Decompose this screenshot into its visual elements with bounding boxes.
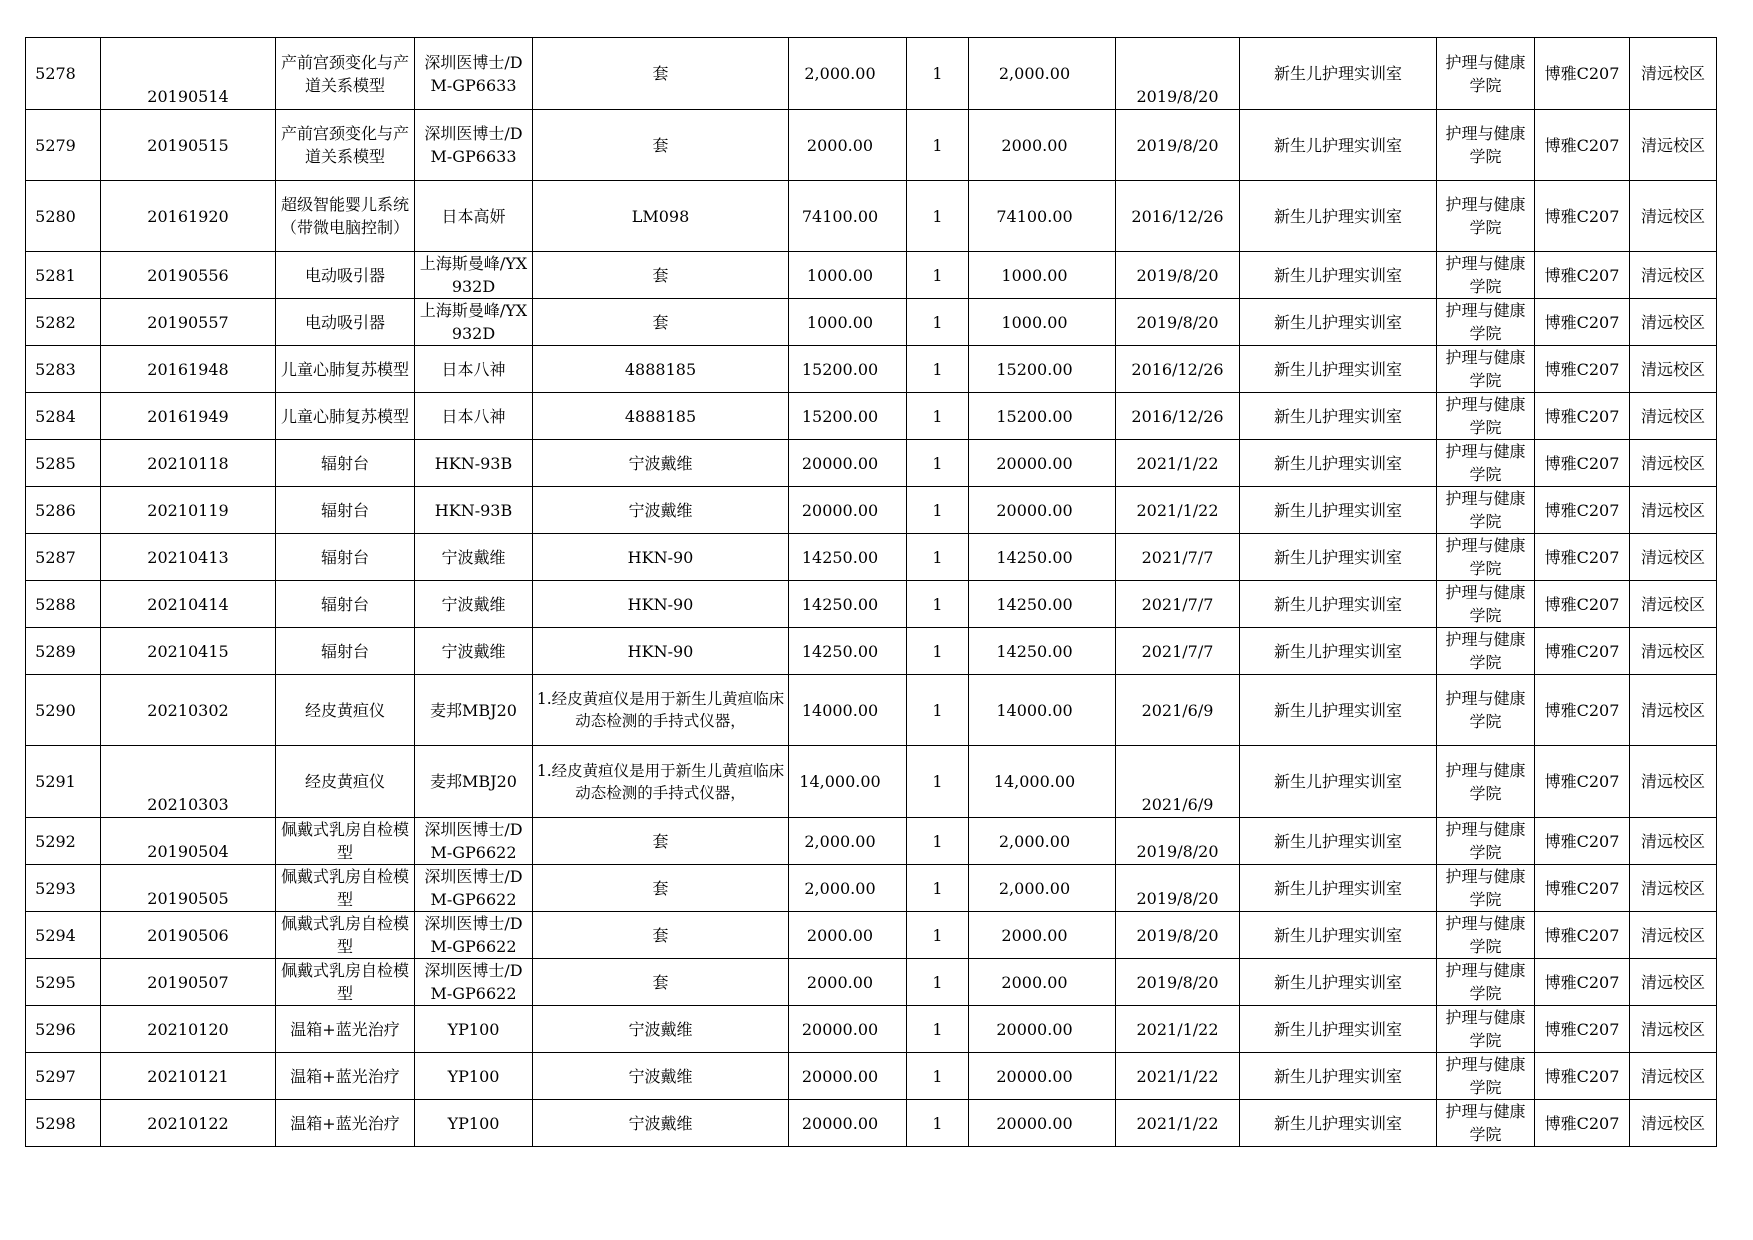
cell-purchase-date: 2021/1/22 [1116, 1053, 1240, 1100]
inventory-table [25, 37, 1717, 1147]
cell-brand-model: YP100 [415, 1100, 533, 1147]
cell-lab-room: 新生儿护理实训室 [1240, 912, 1437, 959]
cell-equipment-name: 经皮黄疸仪 [276, 675, 415, 746]
cell-lab-room: 新生儿护理实训室 [1240, 110, 1437, 181]
cell-unit-price: 2,000.00 [789, 818, 907, 865]
table-row [26, 38, 1717, 110]
cell-brand-model: 深圳医博士/DM-GP6622 [415, 865, 533, 912]
cell-total-amount: 20000.00 [969, 487, 1116, 534]
cell-campus: 清远校区 [1630, 1100, 1717, 1147]
cell-asset-id: 20210122 [101, 1100, 276, 1147]
cell-total-amount: 2000.00 [969, 110, 1116, 181]
table-row [26, 299, 1717, 346]
cell-total-amount: 14000.00 [969, 675, 1116, 746]
cell-seq-no: 5298 [26, 1100, 101, 1147]
cell-unit-price: 20000.00 [789, 487, 907, 534]
cell-spec: HKN-90 [533, 581, 789, 628]
cell-asset-id: 20190557 [101, 299, 276, 346]
cell-location: 博雅C207 [1535, 393, 1630, 440]
cell-quantity: 1 [907, 818, 969, 865]
table-row [26, 487, 1717, 534]
cell-equipment-name: 经皮黄疸仪 [276, 746, 415, 818]
cell-spec: 1.经皮黄疸仪是用于新生儿黄疸临床动态检测的手持式仪器， [533, 746, 789, 818]
cell-department: 护理与健康学院 [1437, 912, 1535, 959]
cell-location: 博雅C207 [1535, 675, 1630, 746]
cell-purchase-date: 2021/1/22 [1116, 487, 1240, 534]
cell-campus: 清远校区 [1630, 252, 1717, 299]
cell-location: 博雅C207 [1535, 110, 1630, 181]
table-row [26, 675, 1717, 746]
cell-equipment-name: 电动吸引器 [276, 299, 415, 346]
cell-asset-id: 20210120 [101, 1006, 276, 1053]
cell-spec: 宁波戴维 [533, 1100, 789, 1147]
cell-asset-id: 20210415 [101, 628, 276, 675]
cell-asset-id: 20190556 [101, 252, 276, 299]
cell-purchase-date: 2021/6/9 [1116, 675, 1240, 746]
cell-brand-model: 日本八神 [415, 393, 533, 440]
cell-spec: 套 [533, 959, 789, 1006]
cell-campus: 清远校区 [1630, 346, 1717, 393]
table-row [26, 181, 1717, 252]
cell-department: 护理与健康学院 [1437, 393, 1535, 440]
cell-campus: 清远校区 [1630, 38, 1717, 110]
cell-lab-room: 新生儿护理实训室 [1240, 440, 1437, 487]
cell-unit-price: 2000.00 [789, 959, 907, 1006]
cell-brand-model: 上海斯曼峰/YX932D [415, 252, 533, 299]
cell-seq-no: 5278 [26, 38, 101, 110]
cell-quantity: 1 [907, 1100, 969, 1147]
cell-spec: 4888185 [533, 393, 789, 440]
cell-equipment-name: 产前宫颈变化与产道关系模型 [276, 110, 415, 181]
cell-brand-model: 深圳医博士/DM-GP6622 [415, 959, 533, 1006]
table-row [26, 959, 1717, 1006]
cell-lab-room: 新生儿护理实训室 [1240, 252, 1437, 299]
cell-quantity: 1 [907, 534, 969, 581]
cell-equipment-name: 儿童心肺复苏模型 [276, 346, 415, 393]
cell-spec: 套 [533, 299, 789, 346]
cell-campus: 清远校区 [1630, 1053, 1717, 1100]
cell-department: 护理与健康学院 [1437, 299, 1535, 346]
cell-department: 护理与健康学院 [1437, 487, 1535, 534]
cell-location: 博雅C207 [1535, 299, 1630, 346]
cell-asset-id: 20190514 [101, 38, 276, 110]
cell-brand-model: 宁波戴维 [415, 628, 533, 675]
cell-total-amount: 1000.00 [969, 252, 1116, 299]
cell-location: 博雅C207 [1535, 487, 1630, 534]
cell-seq-no: 5282 [26, 299, 101, 346]
cell-equipment-name: 产前宫颈变化与产道关系模型 [276, 38, 415, 110]
cell-equipment-name: 佩戴式乳房自检模型 [276, 959, 415, 1006]
cell-seq-no: 5293 [26, 865, 101, 912]
cell-department: 护理与健康学院 [1437, 1100, 1535, 1147]
table-row [26, 1100, 1717, 1147]
cell-equipment-name: 辐射台 [276, 534, 415, 581]
cell-seq-no: 5290 [26, 675, 101, 746]
cell-location: 博雅C207 [1535, 865, 1630, 912]
cell-total-amount: 20000.00 [969, 1053, 1116, 1100]
cell-quantity: 1 [907, 487, 969, 534]
cell-location: 博雅C207 [1535, 252, 1630, 299]
table-row [26, 818, 1717, 865]
cell-spec: 套 [533, 912, 789, 959]
cell-lab-room: 新生儿护理实训室 [1240, 534, 1437, 581]
cell-spec: 宁波戴维 [533, 487, 789, 534]
cell-quantity: 1 [907, 912, 969, 959]
cell-lab-room: 新生儿护理实训室 [1240, 818, 1437, 865]
cell-spec: 宁波戴维 [533, 1006, 789, 1053]
cell-brand-model: 麦邦MBJ20 [415, 746, 533, 818]
cell-purchase-date: 2016/12/26 [1116, 393, 1240, 440]
cell-brand-model: 深圳医博士/DM-GP6633 [415, 38, 533, 110]
cell-purchase-date: 2021/7/7 [1116, 534, 1240, 581]
cell-lab-room: 新生儿护理实训室 [1240, 1053, 1437, 1100]
cell-purchase-date: 2021/1/22 [1116, 440, 1240, 487]
cell-department: 护理与健康学院 [1437, 252, 1535, 299]
table-row [26, 746, 1717, 818]
cell-unit-price: 14,000.00 [789, 746, 907, 818]
cell-equipment-name: 辐射台 [276, 440, 415, 487]
cell-equipment-name: 佩戴式乳房自检模型 [276, 818, 415, 865]
cell-asset-id: 20190515 [101, 110, 276, 181]
cell-quantity: 1 [907, 38, 969, 110]
cell-quantity: 1 [907, 181, 969, 252]
cell-unit-price: 14250.00 [789, 581, 907, 628]
cell-lab-room: 新生儿护理实训室 [1240, 299, 1437, 346]
cell-location: 博雅C207 [1535, 181, 1630, 252]
cell-department: 护理与健康学院 [1437, 818, 1535, 865]
cell-campus: 清远校区 [1630, 581, 1717, 628]
cell-equipment-name: 温箱+蓝光治疗 [276, 1006, 415, 1053]
cell-department: 护理与健康学院 [1437, 1006, 1535, 1053]
cell-location: 博雅C207 [1535, 746, 1630, 818]
cell-spec: 4888185 [533, 346, 789, 393]
cell-purchase-date: 2019/8/20 [1116, 299, 1240, 346]
cell-lab-room: 新生儿护理实训室 [1240, 746, 1437, 818]
cell-seq-no: 5292 [26, 818, 101, 865]
cell-brand-model: 日本八神 [415, 346, 533, 393]
cell-campus: 清远校区 [1630, 299, 1717, 346]
cell-total-amount: 74100.00 [969, 181, 1116, 252]
cell-campus: 清远校区 [1630, 912, 1717, 959]
cell-purchase-date: 2019/8/20 [1116, 38, 1240, 110]
cell-asset-id: 20190507 [101, 959, 276, 1006]
cell-department: 护理与健康学院 [1437, 959, 1535, 1006]
cell-department: 护理与健康学院 [1437, 746, 1535, 818]
cell-total-amount: 1000.00 [969, 299, 1116, 346]
cell-campus: 清远校区 [1630, 181, 1717, 252]
cell-location: 博雅C207 [1535, 628, 1630, 675]
cell-campus: 清远校区 [1630, 534, 1717, 581]
cell-quantity: 1 [907, 959, 969, 1006]
cell-quantity: 1 [907, 581, 969, 628]
cell-purchase-date: 2016/12/26 [1116, 346, 1240, 393]
cell-quantity: 1 [907, 628, 969, 675]
cell-seq-no: 5284 [26, 393, 101, 440]
cell-lab-room: 新生儿护理实训室 [1240, 393, 1437, 440]
cell-unit-price: 2,000.00 [789, 865, 907, 912]
cell-department: 护理与健康学院 [1437, 346, 1535, 393]
cell-seq-no: 5294 [26, 912, 101, 959]
cell-department: 护理与健康学院 [1437, 181, 1535, 252]
cell-unit-price: 15200.00 [789, 393, 907, 440]
cell-campus: 清远校区 [1630, 487, 1717, 534]
cell-asset-id: 20190504 [101, 818, 276, 865]
cell-quantity: 1 [907, 440, 969, 487]
cell-spec: 宁波戴维 [533, 440, 789, 487]
cell-department: 护理与健康学院 [1437, 38, 1535, 110]
cell-asset-id: 20161920 [101, 181, 276, 252]
cell-lab-room: 新生儿护理实训室 [1240, 487, 1437, 534]
table-row [26, 346, 1717, 393]
cell-asset-id: 20161948 [101, 346, 276, 393]
cell-equipment-name: 温箱+蓝光治疗 [276, 1100, 415, 1147]
cell-seq-no: 5279 [26, 110, 101, 181]
table-row [26, 440, 1717, 487]
cell-department: 护理与健康学院 [1437, 1053, 1535, 1100]
table-row [26, 252, 1717, 299]
cell-department: 护理与健康学院 [1437, 581, 1535, 628]
cell-spec: HKN-90 [533, 534, 789, 581]
cell-asset-id: 20190506 [101, 912, 276, 959]
cell-campus: 清远校区 [1630, 393, 1717, 440]
cell-quantity: 1 [907, 393, 969, 440]
cell-seq-no: 5285 [26, 440, 101, 487]
cell-department: 护理与健康学院 [1437, 628, 1535, 675]
cell-lab-room: 新生儿护理实训室 [1240, 1006, 1437, 1053]
cell-total-amount: 2,000.00 [969, 818, 1116, 865]
cell-total-amount: 2000.00 [969, 959, 1116, 1006]
cell-total-amount: 2,000.00 [969, 38, 1116, 110]
cell-campus: 清远校区 [1630, 1006, 1717, 1053]
cell-total-amount: 20000.00 [969, 1006, 1116, 1053]
cell-brand-model: 上海斯曼峰/YX932D [415, 299, 533, 346]
table-row [26, 912, 1717, 959]
cell-purchase-date: 2021/7/7 [1116, 628, 1240, 675]
cell-equipment-name: 辐射台 [276, 487, 415, 534]
cell-lab-room: 新生儿护理实训室 [1240, 959, 1437, 1006]
cell-unit-price: 20000.00 [789, 1100, 907, 1147]
cell-purchase-date: 2019/8/20 [1116, 110, 1240, 181]
cell-lab-room: 新生儿护理实训室 [1240, 1100, 1437, 1147]
cell-total-amount: 14,000.00 [969, 746, 1116, 818]
cell-lab-room: 新生儿护理实训室 [1240, 346, 1437, 393]
inventory-sheet [25, 37, 1717, 1147]
cell-quantity: 1 [907, 746, 969, 818]
cell-location: 博雅C207 [1535, 440, 1630, 487]
cell-campus: 清远校区 [1630, 110, 1717, 181]
cell-campus: 清远校区 [1630, 628, 1717, 675]
cell-spec: 1.经皮黄疸仪是用于新生儿黄疸临床动态检测的手持式仪器， [533, 675, 789, 746]
cell-equipment-name: 电动吸引器 [276, 252, 415, 299]
cell-unit-price: 1000.00 [789, 252, 907, 299]
cell-location: 博雅C207 [1535, 346, 1630, 393]
cell-lab-room: 新生儿护理实训室 [1240, 628, 1437, 675]
cell-seq-no: 5291 [26, 746, 101, 818]
cell-equipment-name: 温箱+蓝光治疗 [276, 1053, 415, 1100]
cell-brand-model: 深圳医博士/DM-GP6633 [415, 110, 533, 181]
table-row [26, 1006, 1717, 1053]
table-row [26, 110, 1717, 181]
cell-asset-id: 20210118 [101, 440, 276, 487]
cell-equipment-name: 超级智能婴儿系统（带微电脑控制） [276, 181, 415, 252]
cell-total-amount: 20000.00 [969, 1100, 1116, 1147]
cell-department: 护理与健康学院 [1437, 865, 1535, 912]
cell-location: 博雅C207 [1535, 38, 1630, 110]
cell-spec: 套 [533, 252, 789, 299]
cell-seq-no: 5286 [26, 487, 101, 534]
cell-purchase-date: 2019/8/20 [1116, 252, 1240, 299]
cell-department: 护理与健康学院 [1437, 534, 1535, 581]
cell-total-amount: 14250.00 [969, 581, 1116, 628]
cell-asset-id: 20210303 [101, 746, 276, 818]
inventory-table-body [26, 38, 1717, 1147]
cell-total-amount: 14250.00 [969, 534, 1116, 581]
cell-quantity: 1 [907, 675, 969, 746]
cell-unit-price: 14250.00 [789, 534, 907, 581]
cell-campus: 清远校区 [1630, 440, 1717, 487]
cell-seq-no: 5280 [26, 181, 101, 252]
cell-spec: 套 [533, 110, 789, 181]
cell-unit-price: 1000.00 [789, 299, 907, 346]
table-row [26, 865, 1717, 912]
cell-seq-no: 5281 [26, 252, 101, 299]
cell-equipment-name: 儿童心肺复苏模型 [276, 393, 415, 440]
cell-unit-price: 14250.00 [789, 628, 907, 675]
cell-seq-no: 5297 [26, 1053, 101, 1100]
cell-campus: 清远校区 [1630, 865, 1717, 912]
cell-brand-model: HKN-93B [415, 487, 533, 534]
cell-asset-id: 20190505 [101, 865, 276, 912]
cell-unit-price: 2,000.00 [789, 38, 907, 110]
cell-spec: LM098 [533, 181, 789, 252]
cell-equipment-name: 佩戴式乳房自检模型 [276, 865, 415, 912]
cell-department: 护理与健康学院 [1437, 440, 1535, 487]
table-row [26, 1053, 1717, 1100]
cell-total-amount: 20000.00 [969, 440, 1116, 487]
cell-brand-model: 日本高妍 [415, 181, 533, 252]
cell-quantity: 1 [907, 252, 969, 299]
cell-total-amount: 2,000.00 [969, 865, 1116, 912]
table-row [26, 534, 1717, 581]
cell-asset-id: 20210121 [101, 1053, 276, 1100]
cell-quantity: 1 [907, 346, 969, 393]
cell-purchase-date: 2021/1/22 [1116, 1006, 1240, 1053]
cell-seq-no: 5289 [26, 628, 101, 675]
cell-lab-room: 新生儿护理实训室 [1240, 181, 1437, 252]
cell-total-amount: 14250.00 [969, 628, 1116, 675]
cell-purchase-date: 2019/8/20 [1116, 865, 1240, 912]
cell-unit-price: 74100.00 [789, 181, 907, 252]
cell-quantity: 1 [907, 299, 969, 346]
cell-quantity: 1 [907, 1053, 969, 1100]
cell-department: 护理与健康学院 [1437, 675, 1535, 746]
cell-brand-model: 麦邦MBJ20 [415, 675, 533, 746]
cell-purchase-date: 2019/8/20 [1116, 818, 1240, 865]
cell-purchase-date: 2019/8/20 [1116, 912, 1240, 959]
cell-asset-id: 20210413 [101, 534, 276, 581]
cell-unit-price: 20000.00 [789, 440, 907, 487]
cell-equipment-name: 佩戴式乳房自检模型 [276, 912, 415, 959]
cell-unit-price: 20000.00 [789, 1006, 907, 1053]
cell-brand-model: 宁波戴维 [415, 534, 533, 581]
cell-purchase-date: 2016/12/26 [1116, 181, 1240, 252]
cell-brand-model: HKN-93B [415, 440, 533, 487]
cell-location: 博雅C207 [1535, 1053, 1630, 1100]
cell-location: 博雅C207 [1535, 912, 1630, 959]
cell-spec: 套 [533, 865, 789, 912]
cell-seq-no: 5295 [26, 959, 101, 1006]
cell-purchase-date: 2021/1/22 [1116, 1100, 1240, 1147]
table-row [26, 628, 1717, 675]
table-row [26, 581, 1717, 628]
cell-equipment-name: 辐射台 [276, 628, 415, 675]
cell-quantity: 1 [907, 865, 969, 912]
cell-campus: 清远校区 [1630, 675, 1717, 746]
cell-lab-room: 新生儿护理实训室 [1240, 675, 1437, 746]
cell-campus: 清远校区 [1630, 746, 1717, 818]
cell-brand-model: YP100 [415, 1053, 533, 1100]
cell-unit-price: 20000.00 [789, 1053, 907, 1100]
cell-campus: 清远校区 [1630, 959, 1717, 1006]
cell-total-amount: 2000.00 [969, 912, 1116, 959]
cell-quantity: 1 [907, 110, 969, 181]
cell-unit-price: 14000.00 [789, 675, 907, 746]
table-row [26, 393, 1717, 440]
cell-unit-price: 15200.00 [789, 346, 907, 393]
cell-spec: 宁波戴维 [533, 1053, 789, 1100]
cell-total-amount: 15200.00 [969, 393, 1116, 440]
cell-lab-room: 新生儿护理实训室 [1240, 38, 1437, 110]
cell-brand-model: 深圳医博士/DM-GP6622 [415, 912, 533, 959]
cell-purchase-date: 2019/8/20 [1116, 959, 1240, 1006]
cell-location: 博雅C207 [1535, 959, 1630, 1006]
cell-department: 护理与健康学院 [1437, 110, 1535, 181]
cell-campus: 清远校区 [1630, 818, 1717, 865]
cell-equipment-name: 辐射台 [276, 581, 415, 628]
cell-location: 博雅C207 [1535, 581, 1630, 628]
cell-unit-price: 2000.00 [789, 110, 907, 181]
cell-total-amount: 15200.00 [969, 346, 1116, 393]
cell-location: 博雅C207 [1535, 534, 1630, 581]
cell-quantity: 1 [907, 1006, 969, 1053]
cell-location: 博雅C207 [1535, 1100, 1630, 1147]
cell-location: 博雅C207 [1535, 1006, 1630, 1053]
cell-spec: HKN-90 [533, 628, 789, 675]
cell-purchase-date: 2021/6/9 [1116, 746, 1240, 818]
cell-asset-id: 20161949 [101, 393, 276, 440]
cell-lab-room: 新生儿护理实训室 [1240, 865, 1437, 912]
cell-purchase-date: 2021/7/7 [1116, 581, 1240, 628]
cell-asset-id: 20210414 [101, 581, 276, 628]
cell-spec: 套 [533, 818, 789, 865]
cell-brand-model: 宁波戴维 [415, 581, 533, 628]
cell-seq-no: 5287 [26, 534, 101, 581]
cell-lab-room: 新生儿护理实训室 [1240, 581, 1437, 628]
cell-location: 博雅C207 [1535, 818, 1630, 865]
cell-seq-no: 5296 [26, 1006, 101, 1053]
cell-seq-no: 5283 [26, 346, 101, 393]
cell-brand-model: 深圳医博士/DM-GP6622 [415, 818, 533, 865]
cell-asset-id: 20210302 [101, 675, 276, 746]
cell-spec: 套 [533, 38, 789, 110]
cell-brand-model: YP100 [415, 1006, 533, 1053]
cell-seq-no: 5288 [26, 581, 101, 628]
cell-unit-price: 2000.00 [789, 912, 907, 959]
cell-asset-id: 20210119 [101, 487, 276, 534]
